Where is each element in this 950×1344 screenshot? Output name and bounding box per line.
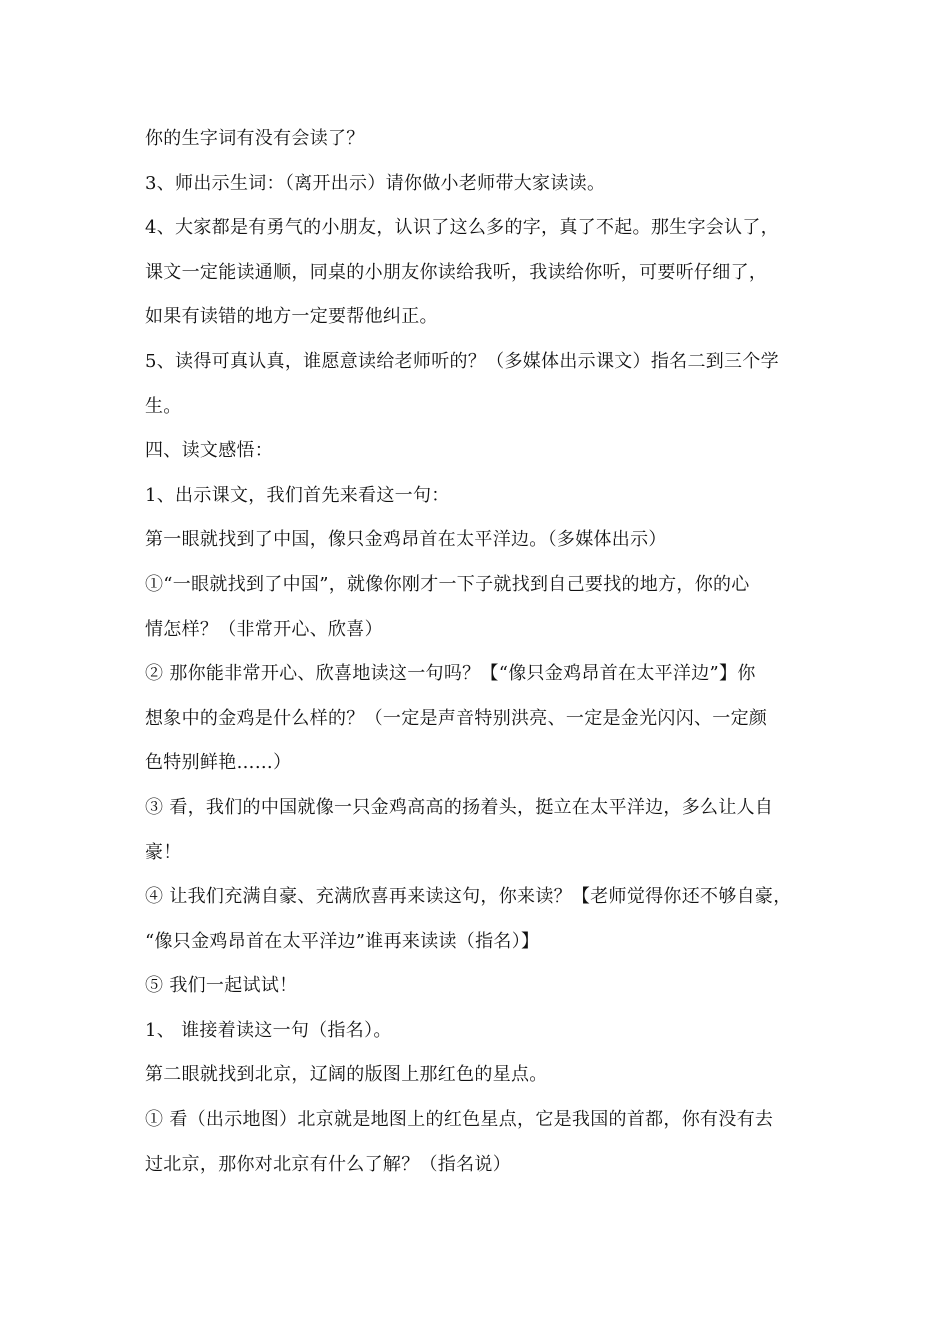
text-line: 课文一定能读通顺，同桌的小朋友你读给我听，我读给你听，可要听仔细了， xyxy=(145,261,768,283)
text-line: 3、师出示生词：（离开出示）请你做小老师带大家读读。 xyxy=(145,172,606,194)
text-line: 情怎样？（非常开心、欣喜） xyxy=(145,618,383,640)
text-line: 第一眼就找到了中国，像只金鸡昂首在太平洋边。（多媒体出示） xyxy=(145,529,667,551)
text-line: ⑤ 我们一起试试！ xyxy=(145,975,298,997)
text-line: 过北京，那你对北京有什么了解？（指名说） xyxy=(145,1153,511,1175)
text-line: 生。 xyxy=(145,395,182,417)
text-line: ④ 让我们充满自豪、充满欣喜再来读这句，你来读？【老师觉得你还不够自豪， xyxy=(145,886,792,908)
text-line: “像只金鸡昂首在太平洋边”谁再来读读（指名）】 xyxy=(145,930,540,952)
text-line: 第二眼就找到北京，辽阔的版图上那红色的星点。 xyxy=(145,1064,548,1086)
text-line: ③ 看，我们的中国就像一只金鸡高高的扬着头，挺立在太平洋边，多么让人自 xyxy=(145,796,774,818)
text-line: ①“一眼就找到了中国”，就像你刚才一下子就找到自己要找的地方，你的心 xyxy=(145,573,750,595)
text-line: ② 那你能非常开心、欣喜地读这一句吗？【“像只金鸡昂首在太平洋边”】你 xyxy=(145,663,756,685)
text-line: 5、读得可真认真，谁愿意读给老师听的？（多媒体出示课文）指名二到三个学 xyxy=(145,350,779,372)
text-line: 你的生字词有没有会读了？ xyxy=(145,128,365,149)
text-line: 1、 谁接着读这一句（指名）。 xyxy=(145,1019,392,1041)
text-line: 如果有读错的地方一定要帮他纠正。 xyxy=(145,306,438,328)
document-body xyxy=(145,117,815,1187)
text-line: 4、大家都是有勇气的小朋友，认识了这么多的字，真了不起。那生字会认了， xyxy=(145,217,779,239)
section-heading: 四、读文感悟： xyxy=(145,440,274,462)
text-line: 1、出示课文，我们首先来看这一句： xyxy=(145,484,450,506)
text-line: 色特别鲜艳……） xyxy=(145,752,292,774)
text-line: ① 看（出示地图）北京就是地图上的红色星点，它是我国的首都，你有没有去 xyxy=(145,1109,774,1131)
text-line: 想象中的金鸡是什么样的？（一定是声音特别洪亮、一定是金光闪闪、一定颜 xyxy=(145,707,768,729)
text-line: 豪！ xyxy=(145,841,182,863)
